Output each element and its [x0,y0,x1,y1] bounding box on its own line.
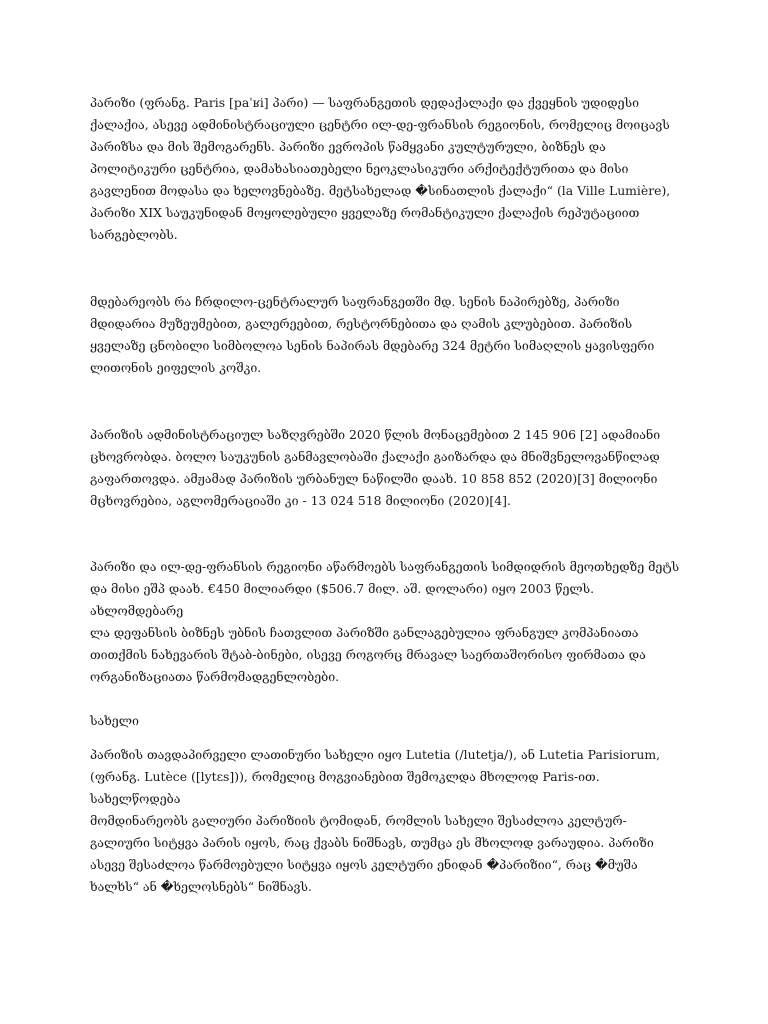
paragraph-intro: პარიზი (ფრანგ. Paris [paˈʁi] პარი) — საფრანგეთის დედაქალაქი და ქვეყნის უდიდესი ქალაქია, ასევე ადმინისტრაციული ცენტრი ილ-დე-ფრანსის რეგიონის, რომელიც მოიცავს პარიზსა და მის შემოგარენს. პარიზი ევროპის წამყვანი კულტურული, ბიზნეს და პოლიტიკური ცენტრია, დამახასიათებელი ნეოკლასიკური არქიტექტურითა და მისი გავლენით მოდასა და ხელოვნებაზე. მეტსახელად �სინათლის ქალაქი“ (la Ville Lumière), პარიზი XIX საუკუნიდან მოყოლებული ყველაზე რომანტიკული ქალაქის რეპუტაციით სარგებლობს. [90,95,671,242]
paragraph-location: მდებარეობს რა ჩრდილო-ცენტრალურ საფრანგეთში მდ. სენის ნაპირებზე, პარიზი მდიდარია მუზეუმებით, გალერეებით, რესტორნებითა და ღამის კლუბებით. პარიზის ყველაზე ცნობილი სიმბოლოა სენის ნაპირას მდებარე 324 მეტრი სიმაღლის ყავისფერი ლითონის ეიფელის კოშკი. [90,294,655,375]
section-heading: სახელი [90,713,139,728]
paragraph-name-origin: პარიზის თავდაპირველი ლათინური სახელი იყო Lutetia (/lutetja/), ან Lutetia Parisiorum, (ფრანგ. Lutèce ([lytɛs])), რომელიც მოგვიანებით შემოკლდა მხოლოდ Paris-ით. სახელწოდება მომდინარეობს გალიური პარიზიის ტომიდან, რომლის სახელი შესაძლოა კელტურ- გალიური სიტყვა პარის იყოს, რაც ქვაბს ნიშნავს, თუმცა ეს მხოლოდ ვარაუდია. პარიზი ასევე შესაძლოა წარმოებული სიტყვა იყოს კელტური ენიდან �პარიზიი“, რაც �მუშა ხალხს“ ან �ხელოსნებს“ ნიშნავს. [90,747,661,894]
paragraph-economy: პარიზი და ილ-დე-ფრანსის რეგიონი აწარმოებს საფრანგეთის სიმდიდრის მეოთხედზე მეტს და მისი ეშპ დაახ. €450 მილიარდი ($506.7 მილ. აშ. დოლარი) იყო 2003 წელს. ახლომდებარე ლა დეფანსის ბიზნეს უბნის ჩათვლით პარიზში განლაგებულია ფრანგულ კომპანიათა თითქმის ნახევარის შტაბ-ბინები, ისევე როგორც მრავალ საერთაშორისო ფირმათა და ორგანიზაციათა წარმომადგენლობები. [90,559,680,684]
paragraph-population: პარიზის ადმინისტრაციულ საზღვრებში 2020 წლის მონაცემებით 2 145 906 [2] ადამიანი ცხოვრობდა. ბოლო საუკუნის განმავლობაში ქალაქი გაიზარდა და მნიშვნელოვანწილად გაფართოვდა. ამჟამად პარიზის ურბანულ ნაწილში დაახ. 10 858 852 (2020)[3] მილიონი მცხოვრებია, აგლომერაციაში კი - 13 024 518 მილიონი (2020)[4]. [90,427,661,508]
